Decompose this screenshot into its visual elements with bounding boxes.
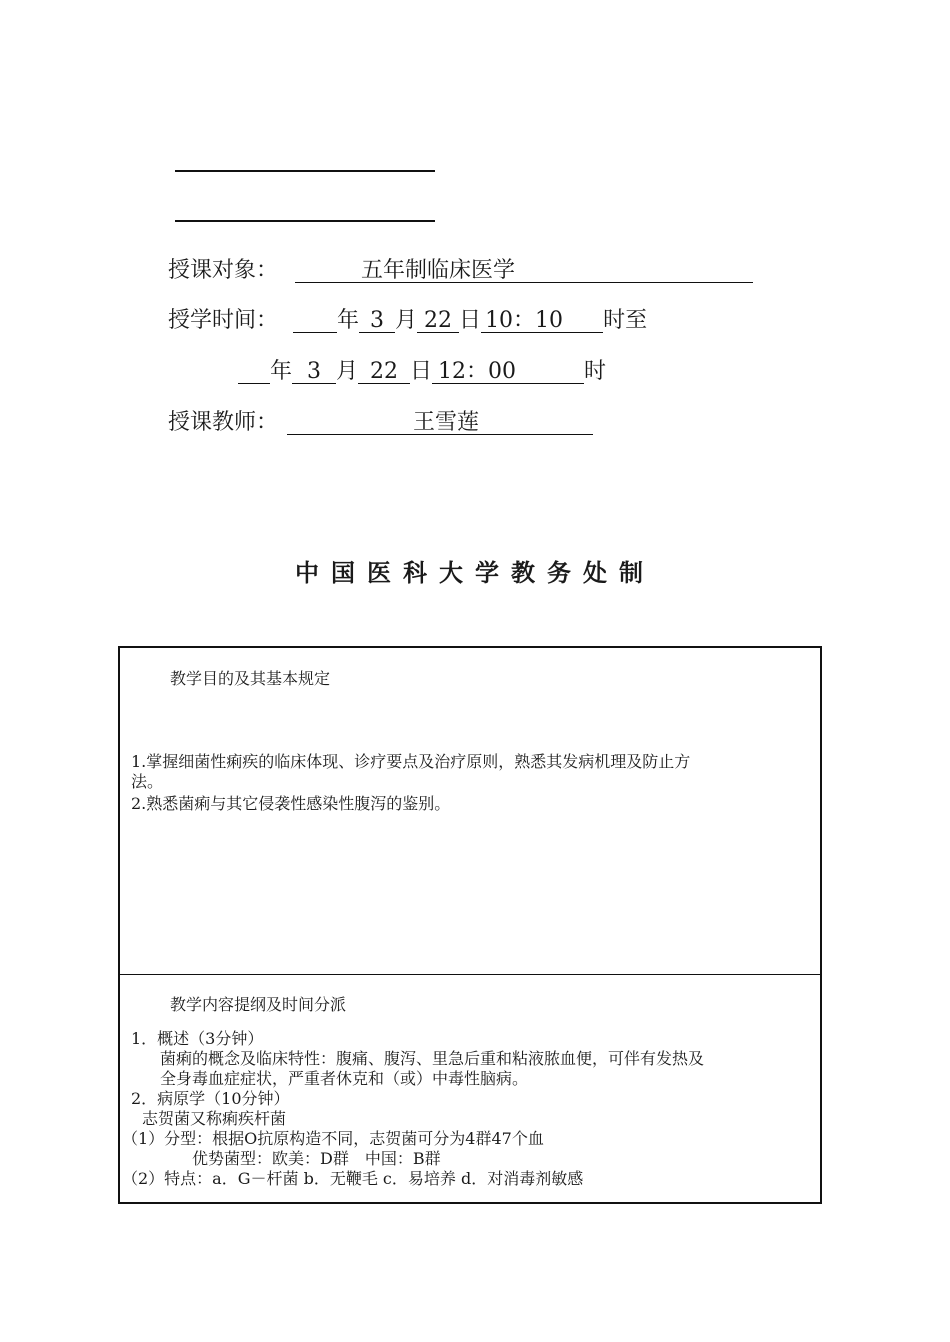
objectives-line-3: 2.熟悉菌痢与其它侵袭性感染性腹泻的鉴别。 <box>131 794 451 813</box>
teacher-label: 授课教师： <box>168 410 279 435</box>
outline-line-7: 优势菌型：欧美：D群 中国：B群 <box>192 1149 441 1168</box>
teacher-value: 王雪莲 <box>287 411 593 435</box>
target-row <box>168 253 753 284</box>
start-suffix: 时至 <box>603 308 648 333</box>
outline-line-6: （1）分型：根据O抗原构造不同，志贺菌可分为4群47个血 <box>122 1129 544 1148</box>
end-day: 22 <box>358 360 410 384</box>
section-divider <box>120 974 820 975</box>
end-month: 3 <box>292 360 336 384</box>
objectives-line-1: 1.掌握细菌性痢疾的临床体现、诊疗要点及治疗原则，熟悉其发病机理及防止方 <box>131 752 691 771</box>
end-year-blank <box>238 360 270 384</box>
start-day: 22 <box>417 309 459 333</box>
start-time: 10：10 <box>481 309 603 333</box>
start-month: 3 <box>359 309 395 333</box>
time-label: 授学时间： <box>168 308 279 333</box>
objectives-line-2: 法。 <box>131 772 164 791</box>
lesson-plan-table <box>118 646 822 1204</box>
organization-title: 中国医科大学教务处制 <box>295 559 655 587</box>
outline-line-8: （2）特点：a．G－杆菌 b．无鞭毛 c．易培养 d．对消毒剂敏感 <box>122 1169 584 1188</box>
outline-line-2: 菌痢的概念及临床特性：腹痛、腹泻、里急后重和粘液脓血便，可伴有发热及 <box>160 1049 705 1068</box>
target-value: 五年制临床医学 <box>295 259 753 283</box>
outline-line-1: 1．概述（3分钟） <box>131 1029 264 1048</box>
time-row-start: 授学时间： 年 3 月 22 日 10：10 时至 <box>168 308 648 333</box>
blank-line-2 <box>175 220 435 222</box>
outline-line-4: 2．病原学（10分钟） <box>131 1089 290 1108</box>
blank-line-1 <box>175 170 435 172</box>
teacher-row <box>168 405 593 436</box>
outline-line-3: 全身毒血症症状，严重者休克和（或）中毒性脑病。 <box>160 1069 529 1088</box>
target-label: 授课对象： <box>168 258 279 283</box>
outline-heading: 教学内容提纲及时间分派 <box>170 995 347 1014</box>
objectives-heading: 教学目的及其基本规定 <box>170 669 331 688</box>
start-year-blank <box>293 309 337 333</box>
end-suffix: 时 <box>584 359 607 384</box>
outline-line-5: 志贺菌又称痢疾杆菌 <box>142 1109 287 1128</box>
end-time: 12：00 <box>432 360 584 384</box>
time-row-end: 年 3 月 22 日 12：00 时 <box>238 354 606 385</box>
